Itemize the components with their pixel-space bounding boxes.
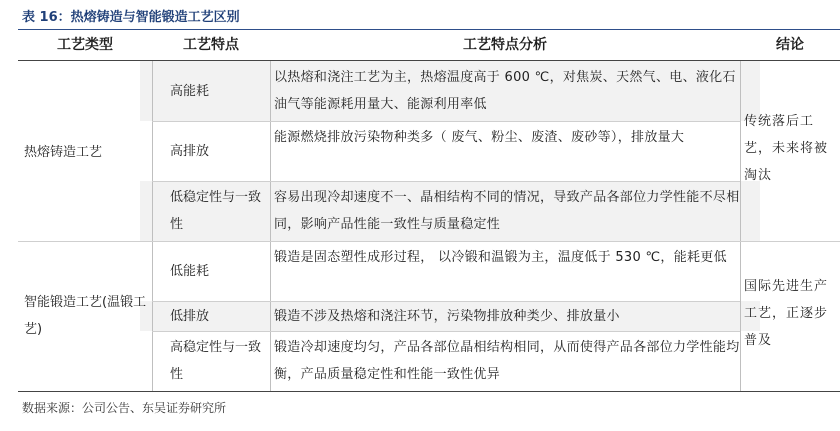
row-divider	[152, 121, 740, 122]
analysis-cell: 以热熔和浇注工艺为主，热熔温度高于 600 ℃，对焦炭、天然气、电、液化石油气等能源耗用量大、能源利用率低	[274, 70, 736, 112]
feature-cell: 低稳定性与一致性	[170, 190, 262, 232]
analysis-cell: 锻造不涉及热熔和浇注环节，污染物排放种类少、排放量小	[274, 309, 620, 324]
header-features: 工艺特点	[183, 37, 239, 53]
analysis-cell: 锻造冷却速度均匀，产品各部位晶相结构相同，从而使得产品各部位力学性能均衡，产品质量稳定性和性能一致性优异	[274, 340, 740, 382]
conclusion-cell: 国际先进生产工艺，正逐步普及	[744, 279, 829, 348]
column-divider	[270, 61, 271, 391]
analysis-cell: 锻造是固态塑性成形过程， 以冷锻和温锻为主，温度低于 530 ℃，能耗更低	[274, 250, 727, 265]
header-analysis: 工艺特点分析	[463, 37, 547, 53]
header-conclusion: 结论	[776, 37, 804, 53]
table-caption: 表 16：热熔铸造与智能锻造工艺区别	[22, 10, 240, 25]
data-source-note: 数据来源：公司公告、东吴证券研究所	[22, 401, 227, 415]
process-type-cell: 智能锻造工艺(温锻工艺)	[24, 295, 147, 337]
feature-cell: 高排放	[170, 144, 210, 159]
row-divider	[152, 331, 740, 332]
analysis-cell: 能源燃烧排放污染物种类多（ 废气、粉尘、废渣、废砂等），排放量大	[274, 130, 685, 145]
feature-cell: 高稳定性与一致性	[170, 340, 262, 382]
row-divider	[152, 181, 740, 182]
column-divider	[152, 61, 153, 391]
conclusion-cell: 传统落后工艺，未来将被淘汰	[744, 114, 829, 183]
feature-cell: 高能耗	[170, 84, 210, 99]
header-process-type: 工艺类型	[57, 37, 113, 53]
row-divider	[152, 301, 740, 302]
analysis-cell: 容易出现冷却速度不一、晶相结构不同的情况，导致产品各部位力学性能不尽相 同，影响产品性能一致性与质量稳定性	[274, 190, 740, 232]
table-bottom-rule	[18, 391, 840, 392]
process-type-cell: 热熔铸造工艺	[24, 145, 103, 160]
feature-cell: 低排放	[170, 309, 210, 324]
table-header	[18, 30, 840, 60]
column-divider	[740, 61, 741, 391]
feature-cell: 低能耗	[170, 264, 210, 279]
group-divider	[18, 241, 840, 242]
